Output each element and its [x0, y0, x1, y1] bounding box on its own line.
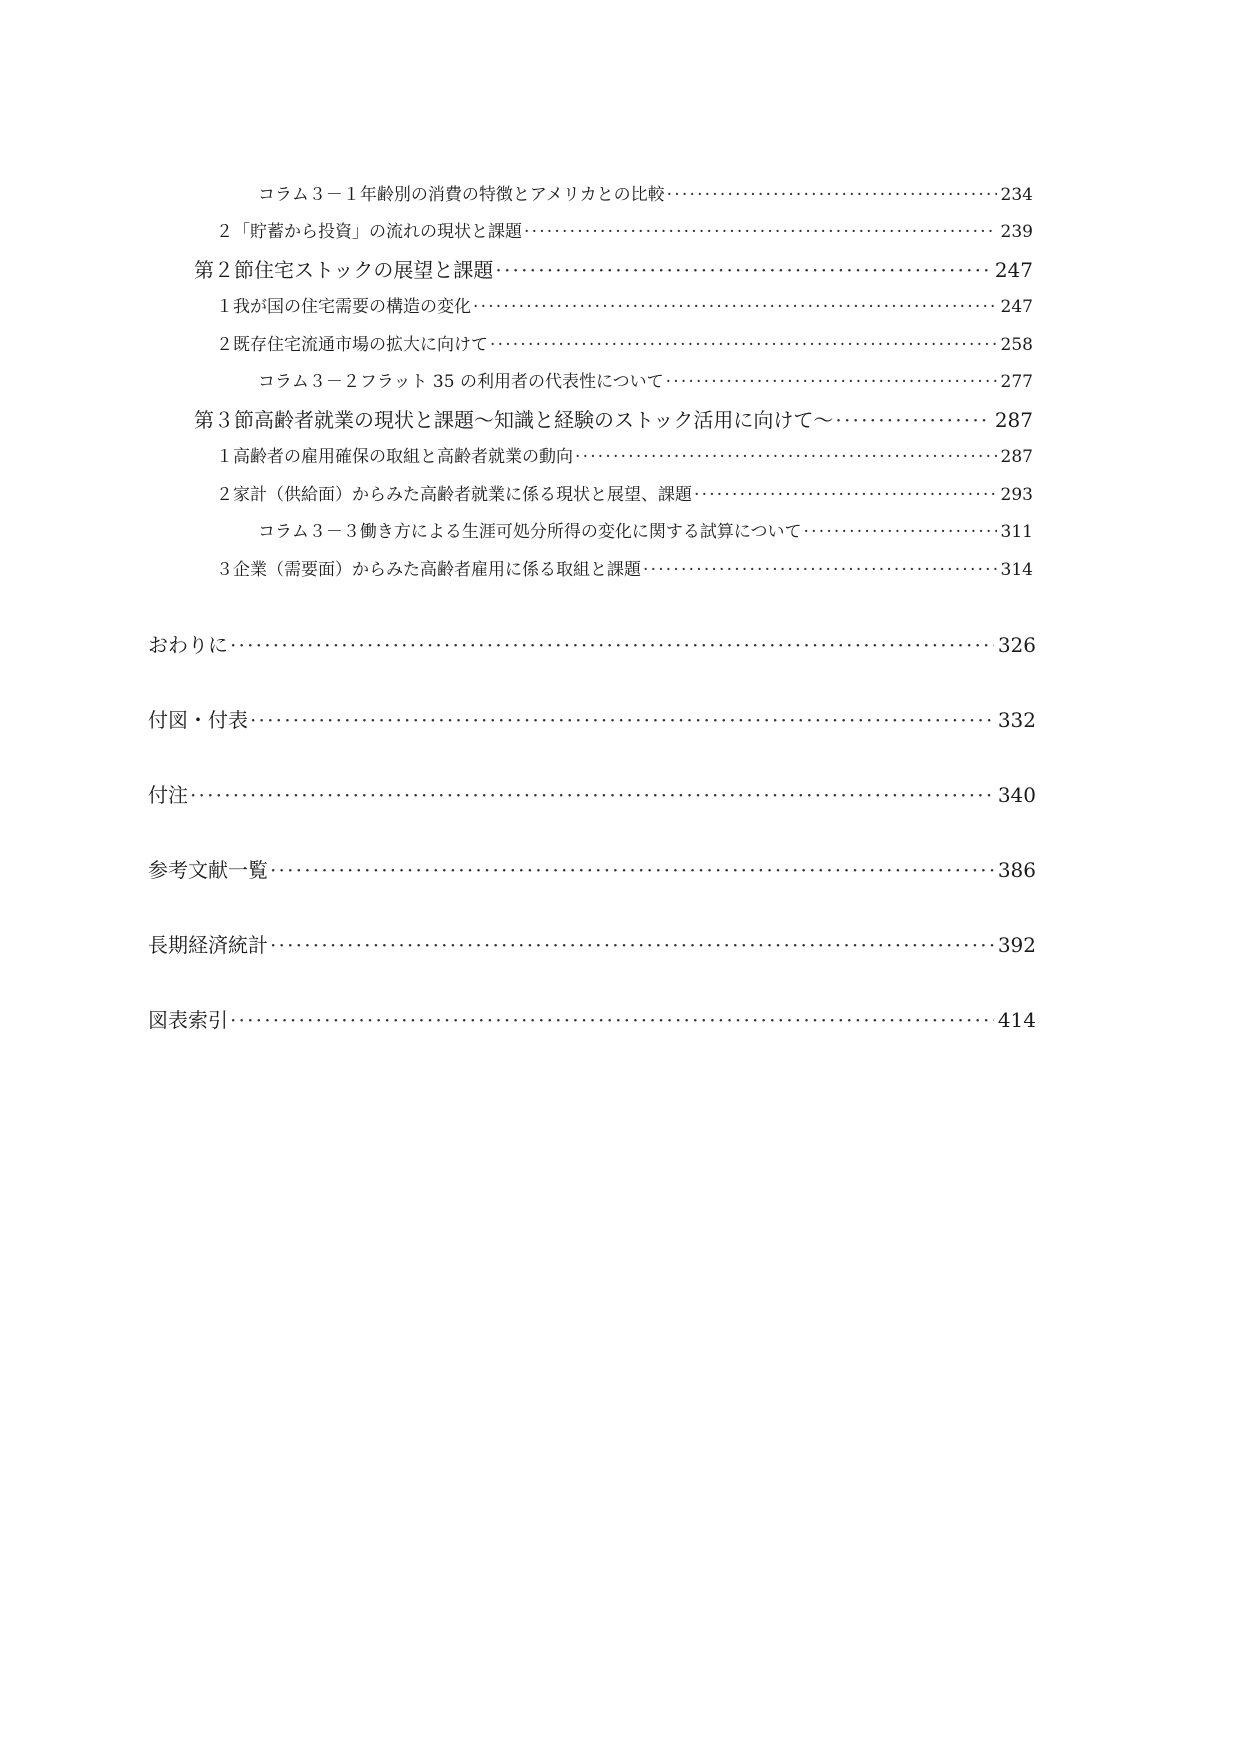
- toc-entry-page: 234: [1000, 185, 1033, 205]
- toc-leader-dots: [694, 487, 997, 504]
- toc-leader-dots: [190, 785, 994, 805]
- toc-entry-title: フラット 35 の利用者の代表性について: [359, 372, 664, 392]
- toc-entry-notes[interactable]: [148, 785, 1036, 805]
- toc-entry-number: コラム３－１: [258, 185, 360, 205]
- toc-entry-number: コラム３－２: [258, 372, 360, 392]
- toc-leader-dots: [230, 1010, 994, 1030]
- toc-entry-title: 図表索引: [148, 1008, 228, 1032]
- toc-entry-appendix-figures[interactable]: [148, 710, 1036, 730]
- toc-entry-page: 311: [1000, 522, 1033, 542]
- toc-entry-page: 258: [1000, 335, 1033, 355]
- toc-entry-title: 長期経済統計: [148, 933, 268, 957]
- toc-leader-dots: [666, 374, 997, 391]
- toc-entry-section-2[interactable]: [194, 260, 1033, 280]
- toc-leader-dots: [495, 260, 990, 280]
- toc-leader-dots: [667, 187, 997, 204]
- toc-entry-column-3-2[interactable]: [258, 374, 1033, 391]
- toc-entry-page: 392: [997, 933, 1036, 957]
- toc-leader-dots: [835, 410, 990, 430]
- toc-entry-page: 414: [997, 1008, 1036, 1032]
- toc-entry-number: １: [216, 447, 233, 467]
- toc-entry-column-3-3[interactable]: [258, 524, 1033, 541]
- toc-entry-title: 付図・付表: [148, 708, 248, 732]
- toc-entry-item[interactable]: [216, 299, 1033, 316]
- toc-entry-number: ３: [216, 560, 233, 580]
- toc-entry-page: 277: [1000, 372, 1033, 392]
- toc-entry-page: 247: [1000, 297, 1033, 317]
- toc-entry-page: 247: [994, 258, 1033, 282]
- toc-entry-title: 「貯蓄から投資」の流れの現状と課題: [233, 222, 522, 242]
- toc-entry-title: 我が国の住宅需要の構造の変化: [233, 297, 471, 317]
- toc-entry-title: 参考文献一覧: [148, 858, 268, 882]
- toc-leader-dots: [524, 224, 997, 241]
- toc-entry-page: 293: [1000, 485, 1033, 505]
- toc-leader-dots: [230, 635, 994, 655]
- toc-entry-figure-index[interactable]: [148, 1010, 1036, 1030]
- toc-leader-dots: [804, 524, 997, 541]
- toc-entry-title: 高齢者就業の現状と課題～知識と経験のストック活用に向けて～: [254, 408, 834, 432]
- toc-entry-page: 332: [997, 708, 1036, 732]
- toc-entry-number: コラム３－３: [258, 522, 360, 542]
- toc-entry-page: 287: [1000, 447, 1033, 467]
- toc-entry-page: 326: [997, 633, 1036, 657]
- toc-entry-number: １: [216, 297, 233, 317]
- toc-entry-conclusion[interactable]: [148, 635, 1036, 655]
- toc-entry-title: 家計（供給面）からみた高齢者就業に係る現状と展望、課題: [233, 485, 692, 505]
- toc-entry-section-3[interactable]: [194, 410, 1033, 430]
- toc-entry-number: ２: [216, 222, 233, 242]
- toc-leader-dots: [270, 935, 994, 955]
- toc-leader-dots: [270, 860, 994, 880]
- toc-entry-item[interactable]: [216, 337, 1033, 354]
- toc-entry-number: 第２節: [194, 258, 254, 282]
- toc-entry-page: 287: [994, 408, 1033, 432]
- toc-entry-column-3-1[interactable]: [258, 187, 1033, 204]
- toc-leader-dots: [473, 299, 997, 316]
- toc-leader-dots: [490, 337, 997, 354]
- toc-entry-title: 高齢者の雇用確保の取組と高齢者就業の動向: [233, 447, 573, 467]
- toc-entry-title: 年齢別の消費の特徴とアメリカとの比較: [359, 185, 665, 205]
- toc-entry-title: 住宅ストックの展望と課題: [254, 258, 494, 282]
- toc-entry-references[interactable]: [148, 860, 1036, 880]
- toc-entry-item[interactable]: [216, 224, 1033, 241]
- toc-entry-number: ２: [216, 335, 233, 355]
- toc-entry-page: 314: [1000, 560, 1033, 580]
- toc-entry-page: 340: [997, 783, 1036, 807]
- toc-leader-dots: [575, 449, 997, 466]
- toc-entry-number: ２: [216, 485, 233, 505]
- toc-entry-title: 働き方による生涯可処分所得の変化に関する試算について: [359, 522, 802, 542]
- toc-entry-page: 239: [1000, 222, 1033, 242]
- toc-entry-title: 既存住宅流通市場の拡大に向けて: [233, 335, 488, 355]
- toc-entry-item[interactable]: [216, 562, 1033, 579]
- toc-entry-number: 第３節: [194, 408, 254, 432]
- toc-entry-title: 企業（需要面）からみた高齢者雇用に係る取組と課題: [233, 560, 641, 580]
- toc-entry-item[interactable]: [216, 449, 1033, 466]
- toc-leader-dots: [250, 710, 994, 730]
- toc-entry-title: おわりに: [148, 633, 228, 657]
- toc-entry-page: 386: [997, 858, 1036, 882]
- toc-entry-title: 付注: [148, 783, 188, 807]
- toc-entry-long-term-statistics[interactable]: [148, 935, 1036, 955]
- toc-leader-dots: [643, 562, 997, 579]
- toc-entry-item[interactable]: [216, 487, 1033, 504]
